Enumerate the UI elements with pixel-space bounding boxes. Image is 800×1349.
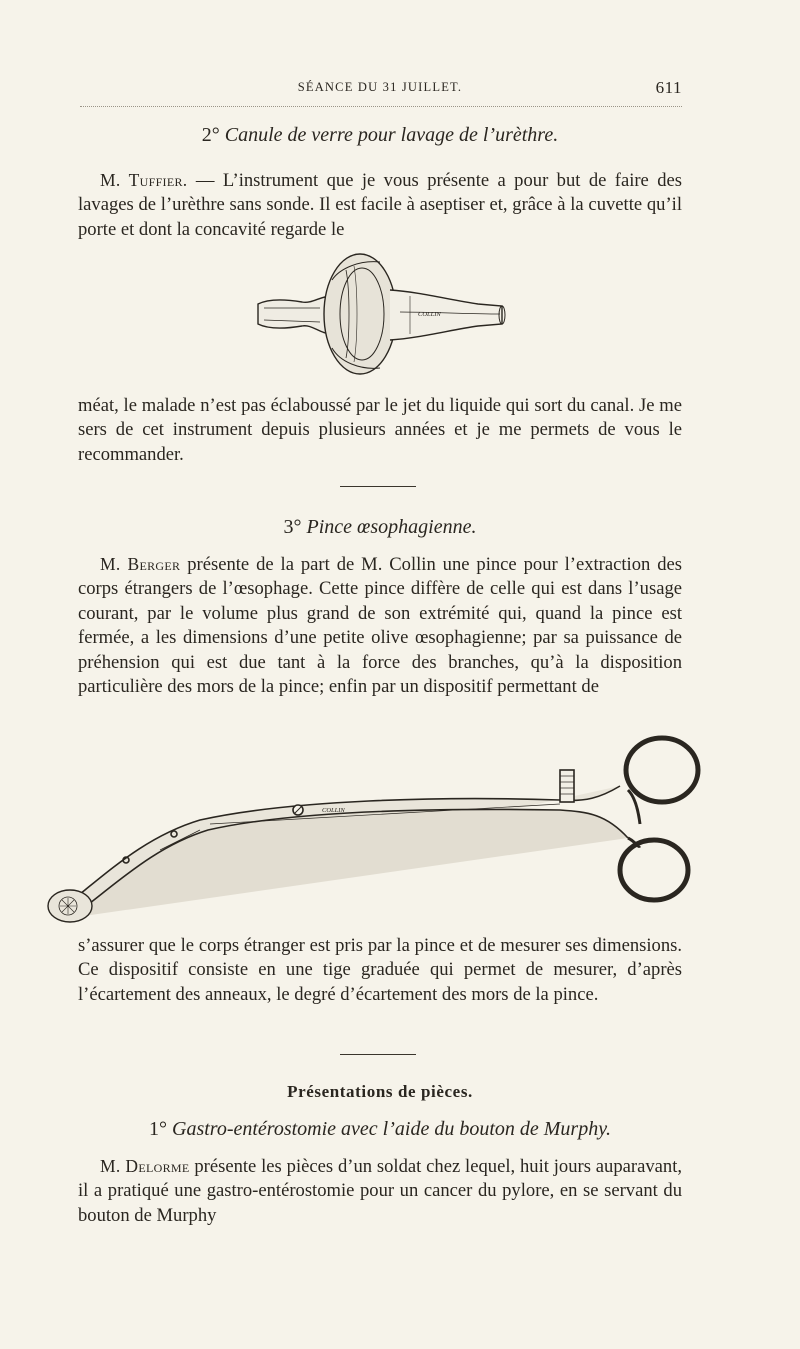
header-rule: [80, 106, 682, 107]
paragraph-berger: [78, 552, 682, 699]
section-separator: [340, 1054, 416, 1055]
subsection-number: 1°: [149, 1118, 167, 1140]
page-number: 611: [655, 78, 682, 97]
subsection-heading-gastro: [78, 1118, 682, 1141]
section-heading-presentations: Présentations de pièces.: [287, 1082, 473, 1101]
section-number: 3°: [283, 516, 302, 538]
section-heading-pince: [78, 516, 682, 539]
figure-oesophageal-forceps: [40, 730, 710, 930]
paragraph-text: — L’instrument que je vous présente a pour but de faire des lavages de l’urèthre sans sonde. Il est facile à aseptiser et, grâce à la cuvette qu’il porte et dont la concavité regarde le: [78, 170, 682, 240]
section-heading-canule: [78, 124, 682, 147]
paragraph-text: présente de la part de M. Collin une pince pour l’extraction des corps étrangers de l’œsophage. Cette pince diffère de celle qui est dans l’usage courant, par le volume plus grand de son extrémité qui, quand la pince est fermée, a les dimensions d’une petite olive œsophagienne; par sa puissance de préhension qui est due tant à la force des branches, qu’à la disposition particulière des mors de la pince; enfin par un dispositif permettant de: [78, 554, 682, 698]
section-title: Pince œsophagienne.: [306, 516, 477, 538]
section-number: 2°: [201, 124, 220, 146]
page-header: [78, 78, 682, 102]
section-title: Canule de verre pour lavage de l’urèthre.: [224, 124, 559, 146]
subsection-title: Gastro-entérostomie avec l’aide du bouton de Murphy.: [172, 1118, 611, 1140]
paragraph-text: présente les pièces d’un soldat chez lequel, huit jours auparavant, il a pratiqué une gastro-entérostomie pour un cancer du pylore, en se servant du bouton de Murphy: [78, 1156, 683, 1226]
figure-maker-label: COLLIN: [418, 311, 441, 318]
running-title: SÉANCE DU 31 JUILLET.: [297, 80, 463, 94]
section-separator: [340, 486, 416, 487]
author-name: M. Delorme: [100, 1156, 190, 1176]
paragraph-tuffier-continued: méat, le malade n’est pas éclaboussé par le jet du liquide qui sort du canal. Je me sers de cet instrument depuis plusieurs années et je me permets de vous le recommander.: [78, 395, 682, 465]
author-name: M. Berger: [100, 554, 181, 574]
author-name: M. Tuffier.: [100, 170, 188, 190]
figure-maker-label: COLLIN: [322, 807, 345, 814]
paragraph-tuffier: [78, 168, 682, 242]
paragraph-berger-continued: s’assurer que le corps étranger est pris par la pince et de mesurer ses dimensions. Ce dispositif consiste en une tige graduée qui permet de mesurer, d’après l’écartement des anneaux, le degré d’écartement des mors de la pince.: [78, 935, 682, 1005]
figure-glass-cannula: [250, 250, 510, 380]
paragraph-delorme: [78, 1154, 682, 1228]
